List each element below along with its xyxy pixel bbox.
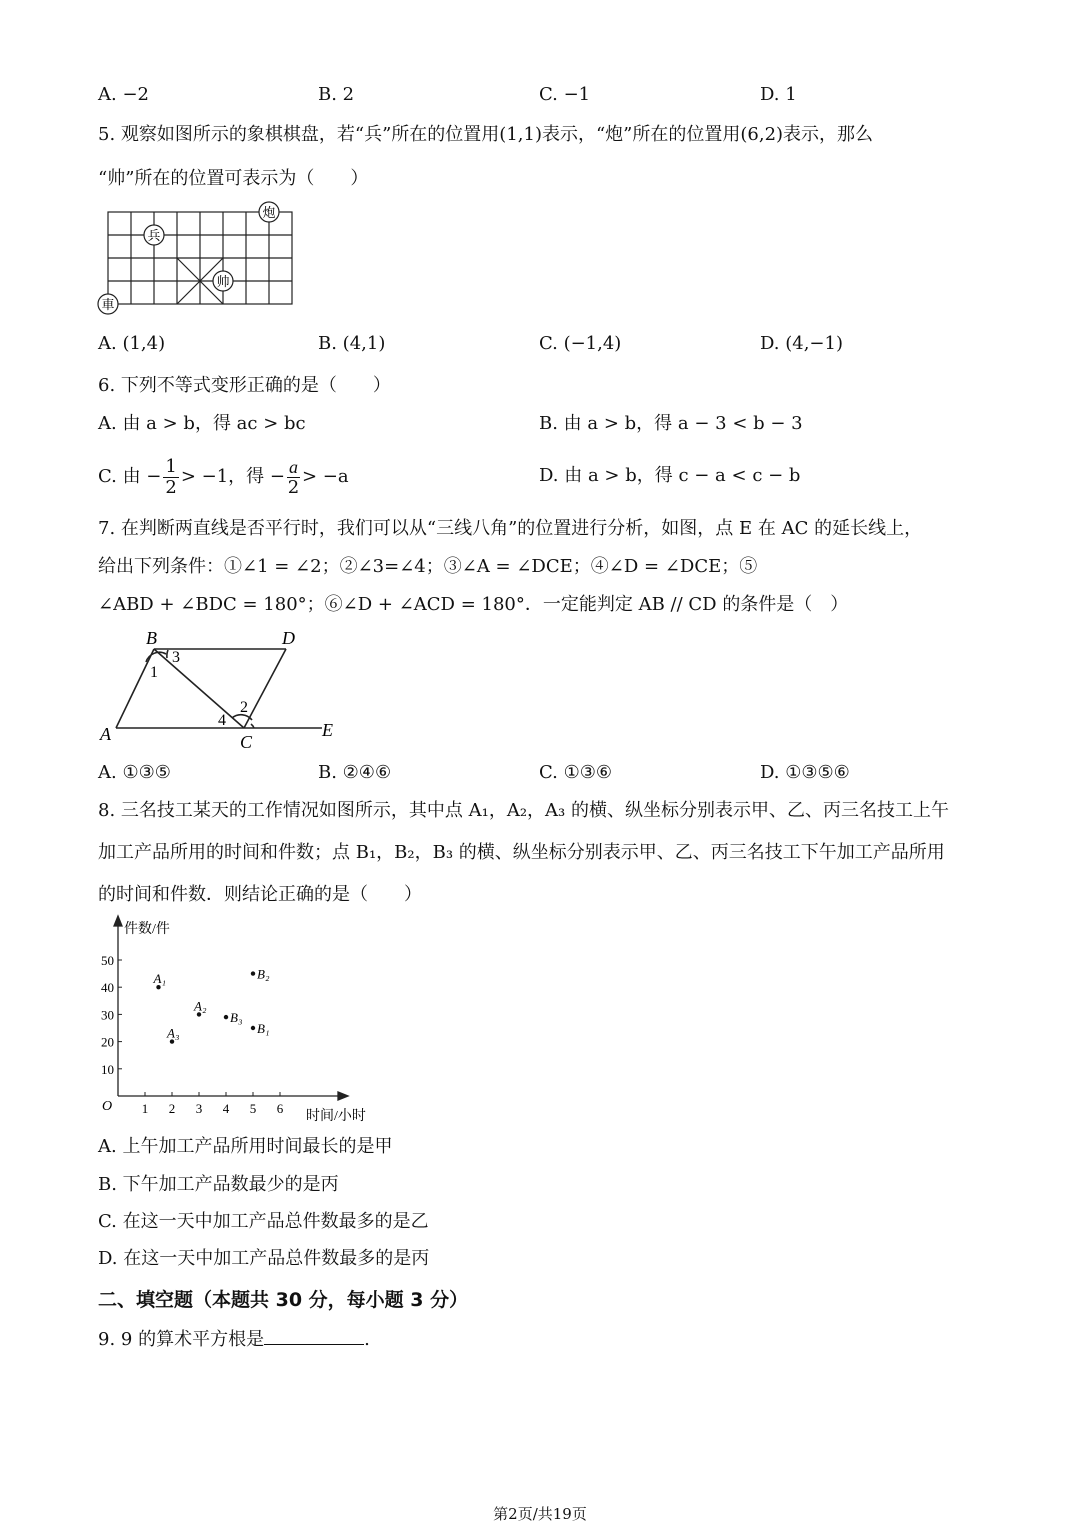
piece-shuai xyxy=(213,271,233,291)
piece-ju xyxy=(98,294,118,314)
piece-shuai-label: 帅 xyxy=(216,274,230,289)
x-tick-label: 3 xyxy=(195,1101,203,1116)
q7-option-b: B. ②④⑥ xyxy=(318,762,392,783)
chess-board-figure xyxy=(94,198,300,316)
y-tick-label: 30 xyxy=(101,1007,114,1023)
x-tick-label: 6 xyxy=(276,1101,284,1116)
q7-stem-line2: 给出下列条件：①∠1 = ∠2；②∠3=∠4；③∠A = ∠DCE；④∠D = ∠DCE；⑤ xyxy=(98,556,758,577)
q9-period: . xyxy=(364,1329,370,1350)
fraction-numerator: 1 xyxy=(165,455,177,477)
data-point xyxy=(251,1026,255,1030)
fraction-denominator: 2 xyxy=(287,476,300,498)
data-point xyxy=(251,971,255,975)
label-point-c: C xyxy=(240,732,253,752)
fraction-numerator: a xyxy=(289,456,298,477)
q4-option-d: D. 1 xyxy=(760,84,797,105)
chart-axes xyxy=(114,916,348,1100)
y-tick-label: 10 xyxy=(101,1061,114,1077)
q5-option-d: D. (4,−1) xyxy=(760,333,843,354)
x-axis-label: 时间/小时 xyxy=(306,1109,366,1124)
q7-stem-line3: ∠ABD + ∠BDC = 180°；⑥∠D + ∠ACD = 180°．一定能判定 AB // CD 的条件是（ ） xyxy=(98,594,849,615)
q5-option-c: C. (−1,4) xyxy=(539,333,622,354)
x-axis-arrow xyxy=(338,1092,348,1100)
q6-option-d: D. 由 a > b，得 c − a < c − b xyxy=(539,465,801,486)
data-point-label: A₂ xyxy=(194,998,207,1014)
piece-ju-label: 車 xyxy=(101,297,115,312)
q7-option-a: A. ①③⑤ xyxy=(98,762,171,783)
q8-stem-line1: 8. 三名技工某天的工作情况如图所示，其中点 A₁，A₂，A₃ 的横、纵坐标分别表示甲、乙、丙三名技工上午 xyxy=(98,800,949,821)
q8-stem-line2: 加工产品所用的时间和件数；点 B₁，B₂，B₃ 的横、纵坐标分别表示甲、乙、丙三名技工下午加工产品所用 xyxy=(98,842,945,863)
q8-option-c: C. 在这一天中加工产品总件数最多的是乙 xyxy=(98,1211,429,1232)
q8-option-b: B. 下午加工产品数最少的是丙 xyxy=(98,1174,339,1195)
data-point-label: B₁ xyxy=(257,1021,270,1036)
x-tick-label: 5 xyxy=(249,1101,257,1116)
label-point-e: E xyxy=(322,720,333,740)
y-axis-label: 件数/件 xyxy=(124,922,170,937)
y-axis-arrow xyxy=(114,916,122,926)
q4-option-a: A. −2 xyxy=(98,84,149,105)
fraction-denominator: 2 xyxy=(165,476,177,498)
data-point-label: B₃ xyxy=(230,1010,243,1026)
piece-bing-label: 兵 xyxy=(147,228,161,243)
label-angle-1: 1 xyxy=(150,664,158,681)
scatter-chart xyxy=(90,910,390,1130)
page-footer: 第2页/共19页 xyxy=(493,1505,587,1523)
board-grid xyxy=(108,212,292,304)
parallelogram-figure xyxy=(94,624,354,754)
data-point-label: A₃ xyxy=(167,1025,180,1041)
piece-pao xyxy=(259,202,279,222)
x-tick-label: 4 xyxy=(222,1101,230,1116)
q5-option-a: A. (1,4) xyxy=(98,333,166,354)
y-tick-label: 50 xyxy=(101,953,114,968)
q5-stem-line2: “帅”所在的位置可表示为（ ） xyxy=(98,168,369,189)
label-angle-3: 3 xyxy=(172,649,180,666)
q6-stem: 6. 下列不等式变形正确的是（ ） xyxy=(98,375,391,396)
label-angle-4: 4 xyxy=(218,712,226,729)
q6-option-c-prefix: C. 由 − xyxy=(98,466,162,487)
q4-option-c: C. −1 xyxy=(539,84,591,105)
q6-option-c xyxy=(98,452,349,502)
x-tick-label: 1 xyxy=(141,1101,149,1116)
q6-option-b: B. 由 a > b，得 a − 3 < b − 3 xyxy=(539,413,803,434)
q6-option-c-middle: > −1，得 − xyxy=(180,466,285,487)
label-point-b: B xyxy=(146,628,157,648)
piece-bing xyxy=(144,225,164,245)
q6-option-a: A. 由 a > b，得 ac > bc xyxy=(98,413,306,434)
data-point xyxy=(224,1015,228,1019)
y-tick-label: 20 xyxy=(101,1034,114,1050)
fraction-one-half xyxy=(163,457,178,498)
origin-label: O xyxy=(102,1099,113,1114)
q8-option-d: D. 在这一天中加工产品总件数最多的是丙 xyxy=(98,1248,430,1269)
q9-line xyxy=(98,1328,370,1351)
q6-option-c-suffix: > −a xyxy=(302,466,349,487)
q9-stem: 9. 9 的算术平方根是 xyxy=(98,1329,265,1350)
q7-stem-line1: 7. 在判断两直线是否平行时，我们可以从“三线八角”的位置进行分析，如图，点 E 在 AC 的延长线上， xyxy=(98,518,923,539)
q7-option-c: C. ①③⑥ xyxy=(539,762,612,783)
fraction-a-half xyxy=(287,457,300,498)
q5-stem-line1: 5. 观察如图所示的象棋棋盘，若“兵”所在的位置用(1,1)表示，“炮”所在的位置用(6,2)表示，那么 xyxy=(98,124,874,145)
q9-answer-blank[interactable] xyxy=(264,1328,364,1345)
data-point-label: A₁ xyxy=(153,971,166,987)
data-points xyxy=(153,967,270,1044)
data-point-label: B₂ xyxy=(257,966,270,982)
piece-pao-label: 炮 xyxy=(262,205,276,220)
q8-stem-line3: 的时间和件数．则结论正确的是（ ） xyxy=(98,884,422,905)
x-tick-label: 2 xyxy=(168,1101,176,1116)
q7-option-d: D. ①③⑤⑥ xyxy=(760,762,850,783)
label-angle-2: 2 xyxy=(240,699,248,716)
section-title-fill-in: 二、填空题（本题共 30 分，每小题 3 分） xyxy=(98,1289,469,1311)
label-point-a: A xyxy=(100,724,111,744)
q8-option-a: A. 上午加工产品所用时间最长的是甲 xyxy=(98,1136,393,1157)
y-tick-label: 40 xyxy=(101,980,114,996)
q5-option-b: B. (4,1) xyxy=(318,333,386,354)
q4-option-b: B. 2 xyxy=(318,84,355,105)
label-point-d: D xyxy=(282,628,295,648)
